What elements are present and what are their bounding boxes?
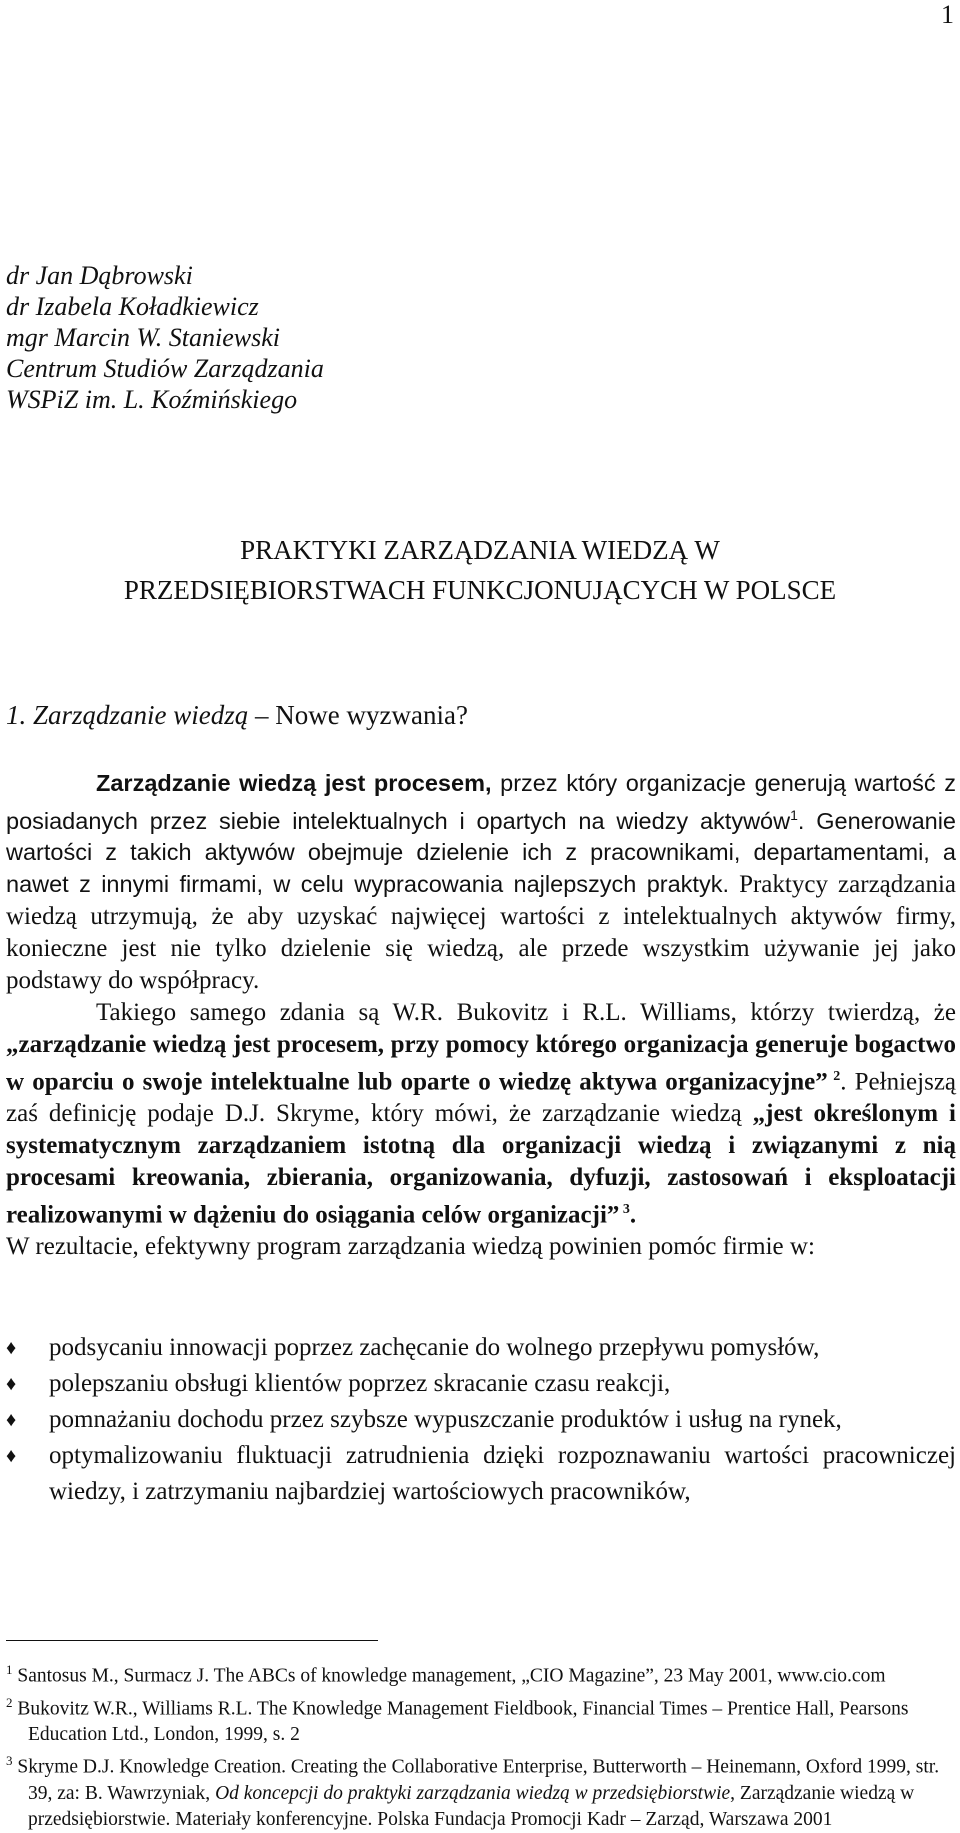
footnote-number: 1 <box>6 1662 13 1677</box>
diamond-bullet-icon: ♦ <box>6 1445 17 1467</box>
footnote-ref: 1 <box>790 806 798 823</box>
footnote-italic: Od koncepcji do praktyki zarządzania wiedzą w przedsiębiorstwie <box>215 1782 731 1804</box>
paragraph-text: . Generowanie wartości z takich aktywów obejmuje dzielenie ich z pracownikami, departamentami, a nawet z innymi firmami, w celu wypracowania najlepszych praktyk. <box>6 807 956 897</box>
bullet-list <box>6 1330 956 1510</box>
paragraph-text: przez który organizacje generują wartość z posiadanych przez siebie intelektualnych i opartych na wiedzy aktywów <box>6 770 956 834</box>
list-item-text: podsycaniu innowacji poprzez zachęcanie do wolnego przepływu pomysłów, <box>49 1334 820 1361</box>
author-line: dr Jan Dąbrowski <box>6 261 193 290</box>
list-item <box>6 1330 956 1366</box>
document-title <box>0 530 960 610</box>
list-item-text: pomnażaniu dochodu przez szybsze wypuszczanie produktów i usług na rynek, <box>49 1406 842 1433</box>
definition-bold: Zarządzanie wiedzą jest procesem, <box>96 770 492 796</box>
footnote-separator <box>6 1640 378 1641</box>
footnote-3 <box>6 1748 956 1833</box>
paragraph-text: Praktycy zarządzania wiedzą utrzymują, że aby uzyskać najwięcej wartości z intelektualnych aktywów firmy, konieczne jest nie tylko dzielenie się wiedzą, ale przede wszystkim używanie jej jako podstawy do współpracy. <box>6 870 956 994</box>
list-item <box>6 1366 956 1402</box>
footnote-text: Santosus M., Surmacz J. The ABCs of knowledge management, „CIO Magazine”, 23 May 2001, www.cio.com <box>12 1665 886 1687</box>
section-heading <box>6 700 468 731</box>
page-number: 1 <box>941 0 954 29</box>
diamond-bullet-icon: ♦ <box>6 1373 17 1395</box>
author-line: dr Izabela Koładkiewicz <box>6 292 259 321</box>
quote-bold: „jest określonym i systematycznym zarządzaniem istotną dla organizacji wiedzą i związanymi z nią procesami kreowania, zbierania, organizowania, dyfuzji, zastosowań i eksploatacji realizowanymi w dążeniu do osiągania celów organizacji” <box>6 1099 956 1229</box>
footnote-text: , Zarządzanie wiedzą w przedsiębiorstwie. Materiały konferencyjne. Polska Fundacja Promocji Kadr – Zarząd, Warszawa 2001 <box>28 1782 915 1830</box>
list-item-text: polepszaniu obsługi klientów poprzez skracanie czasu reakcji, <box>49 1370 671 1397</box>
section-heading-rest: – Nowe wyzwania? <box>248 700 468 730</box>
title-line-2: PRZEDSIĘBIORSTWACH FUNKCJONUJĄCYCH W POLSCE <box>123 575 837 605</box>
paragraph-text: . Pełniejszą zaś definicję podaje D.J. Skryme, który mówi, że zarządzanie wiedzą <box>6 1067 957 1127</box>
list-item <box>6 1438 956 1510</box>
footnote-text: Skryme D.J. Knowledge Creation. Creating the Collaborative Enterprise, Butterworth – Heinemann, Oxford 1999, str. 39, za: B. Wawrzyniak, <box>12 1756 940 1804</box>
section-heading-italic: 1. Zarządzanie wiedzą <box>6 700 249 730</box>
affiliation-line: Centrum Studiów Zarządzania <box>6 354 324 383</box>
body-text <box>6 768 956 1263</box>
author-line: mgr Marcin W. Staniewski <box>6 323 280 352</box>
list-item <box>6 1402 956 1438</box>
footnote-ref: 2 <box>827 1068 841 1084</box>
diamond-bullet-icon: ♦ <box>6 1409 17 1431</box>
paragraph-text: Takiego samego zdania są W.R. Bukovitz i R.L. Williams, którzy twierdzą, że <box>96 998 956 1026</box>
footnote-2 <box>6 1690 956 1749</box>
footnote-number: 3 <box>6 1753 13 1768</box>
footnote-ref: 3 <box>619 1201 630 1217</box>
paragraph-2 <box>6 997 956 1232</box>
title-line-1: PRAKTYKI ZARZĄDZANIA WIEDZĄ W <box>240 535 720 565</box>
footnotes <box>6 1657 956 1833</box>
quote-bold: „zarządzanie wiedzą jest procesem, przy pomocy którego organizacja generuje bogactwo w oparciu o swoje intelektualne lub oparte o wiedzę aktywa organizacyjne” <box>6 1030 956 1095</box>
diamond-bullet-icon: ♦ <box>6 1337 17 1359</box>
footnote-number: 2 <box>6 1694 13 1710</box>
footnote-text: Bukovitz W.R., Williams R.L. The Knowledge Management Fieldbook, Financial Times – Prentice Hall, Pearsons Education Ltd., London, 1999, s. 2 <box>12 1698 909 1745</box>
affiliation-line: WSPiZ im. L. Koźmińskiego <box>6 385 298 414</box>
footnote-1 <box>6 1657 956 1690</box>
paragraph-text: . <box>629 1201 637 1229</box>
paragraph-1 <box>6 768 956 997</box>
list-item-text: optymalizowaniu fluktuacji zatrudnienia dzięki rozpoznawaniu wartości pracowniczej wiedzy, i zatrzymaniu najbardziej wartościowych pracowników, <box>49 1442 956 1505</box>
paragraph-3: W rezultacie, efektywny program zarządzania wiedzą powinien pomóc firmie w: <box>6 1233 815 1261</box>
author-block <box>6 260 324 415</box>
